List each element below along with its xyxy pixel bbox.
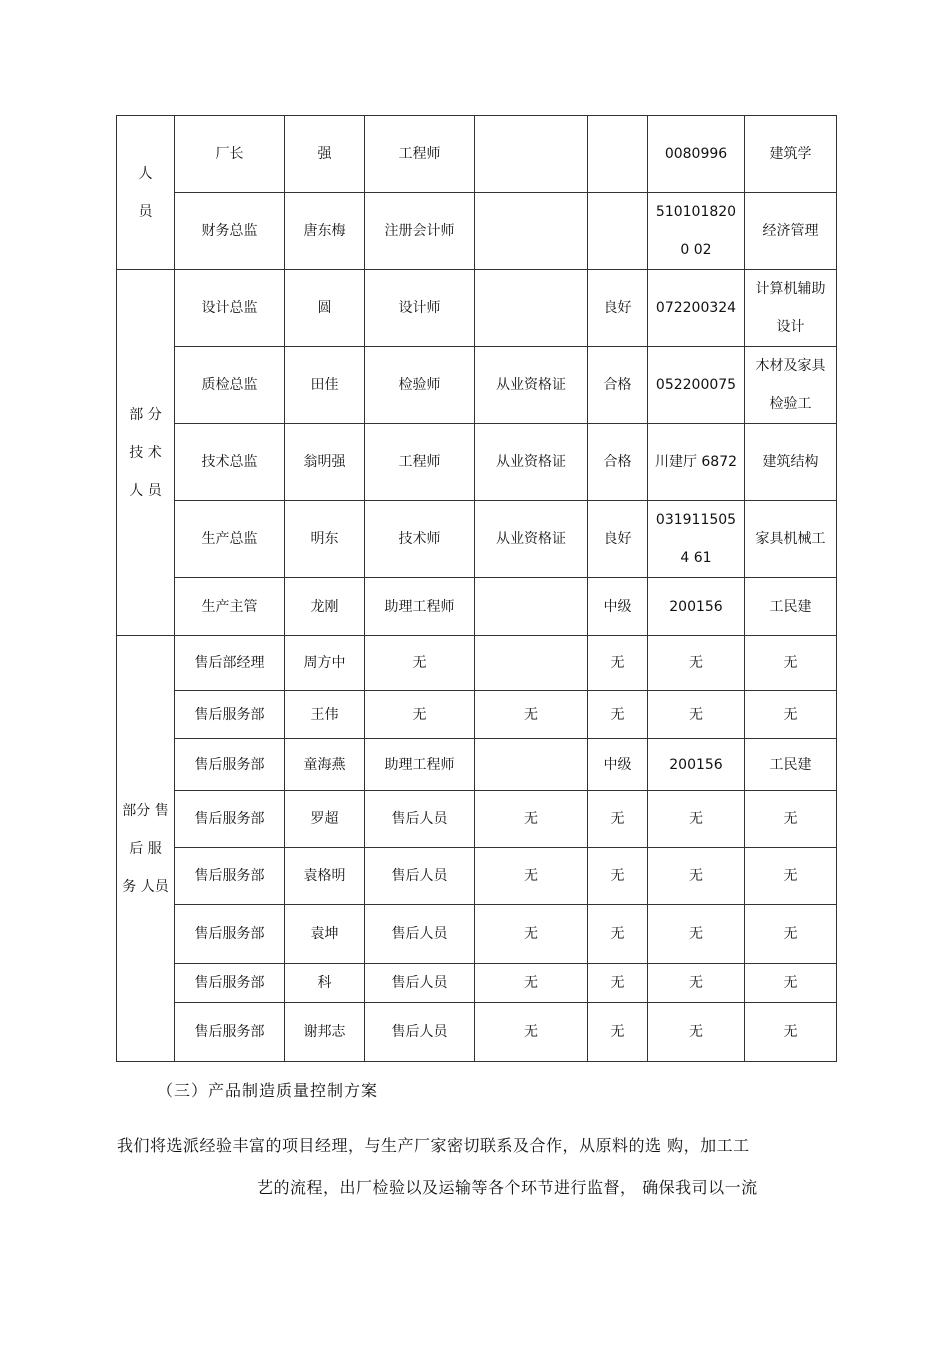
major-cell: 无 [745,636,837,691]
title-cell: 无 [365,636,475,691]
position-cell: 售后服务部 [175,791,285,848]
title-cell: 技术师 [365,501,475,578]
certificate-cell: 无 [475,791,588,848]
group-label-cell: 部分 售后 服 务 人员 [117,636,175,1062]
position-cell: 生产主管 [175,578,285,636]
title-cell: 工程师 [365,424,475,501]
position-cell: 售后服务部 [175,739,285,791]
table-row [117,501,837,578]
position-cell: 售后服务部 [175,848,285,905]
rating-cell: 合格 [588,347,648,424]
title-cell: 注册会计师 [365,193,475,270]
table-row [117,964,837,1003]
title-cell: 助理工程师 [365,578,475,636]
name-cell: 谢邦志 [285,1003,365,1062]
table-row [117,739,837,791]
major-cell: 无 [745,905,837,964]
cert-number-cell: 072200324 [648,270,745,347]
cert-number-cell: 无 [648,791,745,848]
rating-cell [588,193,648,270]
section-title: （三）产品制造质量控制方案 [157,1081,379,1100]
name-cell: 唐东梅 [285,193,365,270]
table-row [117,691,837,739]
rating-cell: 良好 [588,501,648,578]
name-cell: 王伟 [285,691,365,739]
rating-cell: 无 [588,848,648,905]
table-row [117,848,837,905]
certificate-cell: 无 [475,964,588,1003]
title-cell: 售后人员 [365,1003,475,1062]
position-cell: 设计总监 [175,270,285,347]
title-cell: 助理工程师 [365,739,475,791]
cert-number-cell: 0319115054 61 [648,501,745,578]
title-cell: 设计师 [365,270,475,347]
position-cell: 财务总监 [175,193,285,270]
rating-cell: 中级 [588,578,648,636]
title-cell: 无 [365,691,475,739]
personnel-table [116,115,837,1062]
certificate-cell: 从业资格证 [475,424,588,501]
rating-cell: 无 [588,905,648,964]
cert-number-cell: 无 [648,848,745,905]
group-label-cell: 人 员 [117,116,175,270]
name-cell: 童海燕 [285,739,365,791]
name-cell: 科 [285,964,365,1003]
position-cell: 质检总监 [175,347,285,424]
major-cell: 无 [745,964,837,1003]
rating-cell: 中级 [588,739,648,791]
table-row [117,347,837,424]
major-cell: 木材及家具检验工 [745,347,837,424]
major-cell: 工民建 [745,739,837,791]
table-row [117,905,837,964]
rating-cell: 无 [588,1003,648,1062]
name-cell: 圆 [285,270,365,347]
title-cell: 工程师 [365,116,475,193]
name-cell: 周方中 [285,636,365,691]
paragraph-line-1: 我们将选派经验丰富的项目经理，与生产厂家密切联系及合作，从原料的选 购，加工工 [117,1136,750,1155]
certificate-cell: 从业资格证 [475,347,588,424]
name-cell: 罗超 [285,791,365,848]
position-cell: 售后服务部 [175,905,285,964]
name-cell: 明东 [285,501,365,578]
table-row [117,578,837,636]
certificate-cell [475,636,588,691]
position-cell: 技术总监 [175,424,285,501]
table-row [117,791,837,848]
certificate-cell [475,578,588,636]
name-cell: 龙刚 [285,578,365,636]
table-row [117,193,837,270]
rating-cell: 无 [588,964,648,1003]
major-cell: 建筑结构 [745,424,837,501]
certificate-cell [475,270,588,347]
cert-number-cell: 无 [648,964,745,1003]
position-cell: 售后部经理 [175,636,285,691]
title-cell: 售后人员 [365,848,475,905]
rating-cell: 无 [588,636,648,691]
name-cell: 田佳 [285,347,365,424]
rating-cell: 无 [588,691,648,739]
major-cell: 无 [745,791,837,848]
table-row [117,636,837,691]
table-row [117,270,837,347]
certificate-cell: 无 [475,691,588,739]
cert-number-cell: 川建厅 6872 [648,424,745,501]
major-cell: 建筑学 [745,116,837,193]
name-cell: 翁明强 [285,424,365,501]
major-cell: 无 [745,1003,837,1062]
position-cell: 生产总监 [175,501,285,578]
table-row [117,1003,837,1062]
rating-cell: 良好 [588,270,648,347]
cert-number-cell: 无 [648,691,745,739]
paragraph-line-2: 艺的流程，出厂检验以及运输等各个环节进行监督， 确保我司以一流 [257,1178,758,1197]
position-cell: 售后服务部 [175,964,285,1003]
cert-number-cell: 无 [648,1003,745,1062]
name-cell: 袁坤 [285,905,365,964]
certificate-cell [475,193,588,270]
major-cell: 家具机械工 [745,501,837,578]
name-cell: 强 [285,116,365,193]
table-row [117,424,837,501]
cert-number-cell: 无 [648,905,745,964]
rating-cell [588,116,648,193]
major-cell: 计算机辅助设计 [745,270,837,347]
certificate-cell [475,739,588,791]
cert-number-cell: 052200075 [648,347,745,424]
cert-number-cell: 0080996 [648,116,745,193]
title-cell: 售后人员 [365,964,475,1003]
name-cell: 袁格明 [285,848,365,905]
certificate-cell: 无 [475,848,588,905]
major-cell: 无 [745,848,837,905]
rating-cell: 合格 [588,424,648,501]
group-label-cell: 部 分 技 术 人 员 [117,270,175,636]
certificate-cell: 从业资格证 [475,501,588,578]
major-cell: 经济管理 [745,193,837,270]
title-cell: 售后人员 [365,791,475,848]
position-cell: 售后服务部 [175,691,285,739]
rating-cell: 无 [588,791,648,848]
major-cell: 无 [745,691,837,739]
position-cell: 厂长 [175,116,285,193]
cert-number-cell: 200156 [648,578,745,636]
cert-number-cell: 5101018200 02 [648,193,745,270]
position-cell: 售后服务部 [175,1003,285,1062]
cert-number-cell: 无 [648,636,745,691]
major-cell: 工民建 [745,578,837,636]
certificate-cell: 无 [475,905,588,964]
cert-number-cell: 200156 [648,739,745,791]
table-row [117,116,837,193]
certificate-cell: 无 [475,1003,588,1062]
certificate-cell [475,116,588,193]
title-cell: 售后人员 [365,905,475,964]
title-cell: 检验师 [365,347,475,424]
